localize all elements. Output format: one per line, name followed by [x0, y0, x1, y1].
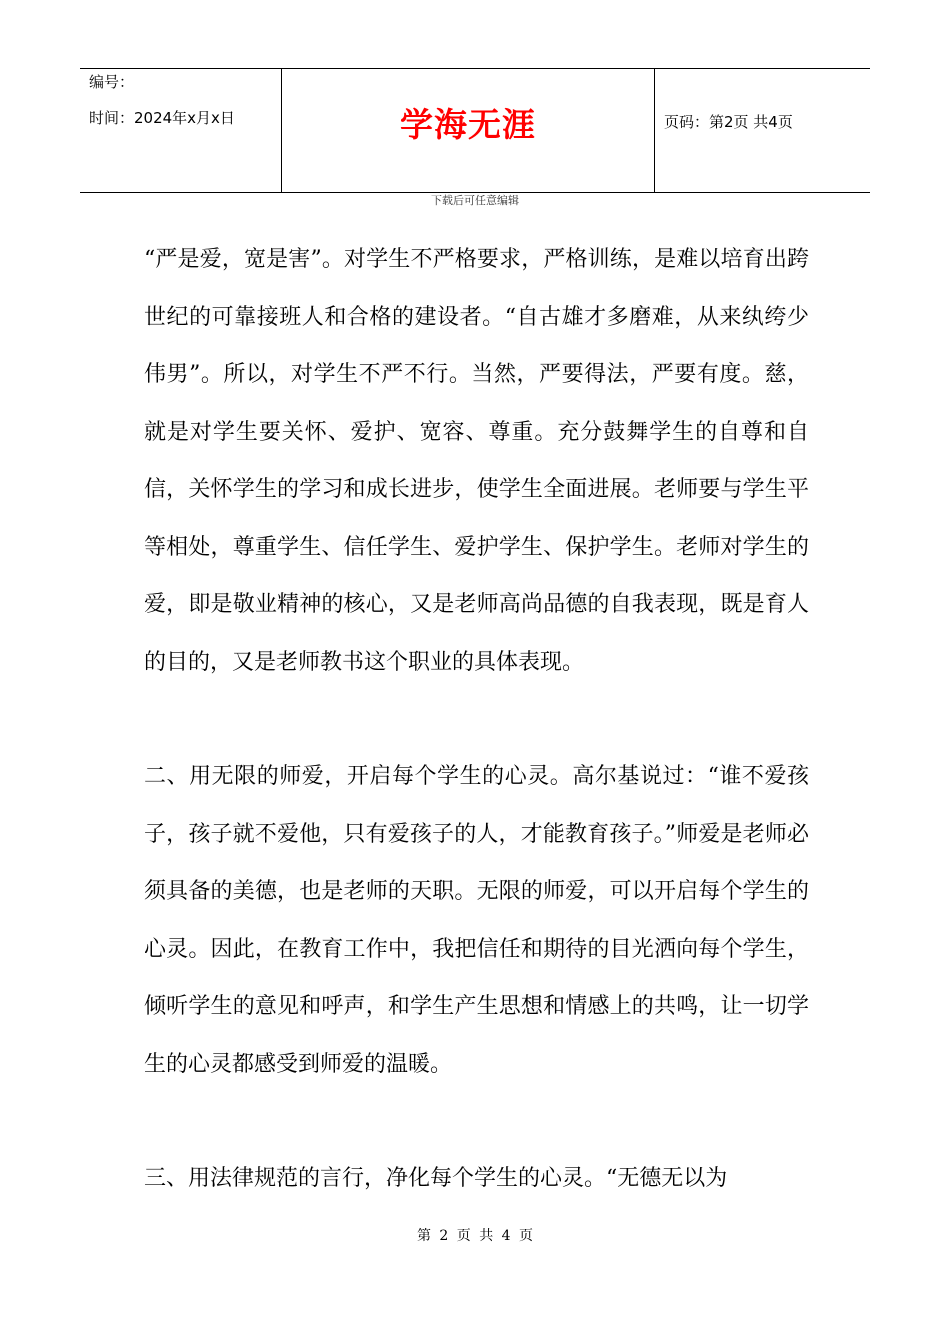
document-number-label: 编号：	[89, 73, 135, 91]
document-time-label: 时间：2024年x月x日	[89, 109, 235, 127]
document-header	[80, 68, 870, 193]
page-footer: 第 2 页 共 4 页	[416, 1228, 534, 1244]
paragraph-3: 三、用法律规范的言行，净化每个学生的心灵。“无德无以为	[144, 1166, 728, 1191]
header-right-cell	[655, 69, 870, 193]
paragraph-2: 二、用无限的师爱，开启每个学生的心灵。高尔基说过：“谁不爱孩子，孩子就不爱他，只有爱孩子的人，才能教育孩子。”师爱是老师必须具备的美德，也是老师的天职。无限的师爱，可以开启每个学生的心灵。因此，在教育工作中，我把信任和期待的目光洒向每个学生，倾听学生的意见和呼声，和学生产生思想和情感上的共鸣，让一切学生的心灵都感受到师爱的温暖。	[144, 764, 809, 1077]
paragraph-1: “严是爱，宽是害”。对学生不严格要求，严格训练，是难以培育出跨世纪的可靠接班人和合格的建设者。“自古雄才多磨难，从来纨绔少伟男”。所以，对学生不严不行。当然，严要得法，严要有度。慈，就是对学生要关怀、爱护、宽容、尊重。充分鼓舞学生的自尊和自信，关怀学生的学习和成长进步，使学生全面进展。老师要与学生平等相处，尊重学生、信任学生、爱护学生、保护学生。老师对学生的爱，即是敬业精神的核心，又是老师高尚品德的自我表现，既是育人的目的，又是老师教书这个职业的具体表现。	[144, 247, 809, 675]
header-left-cell	[80, 69, 281, 193]
header-page-info: 页码：第2页 共4页	[664, 113, 793, 131]
brand-title: 学海无涯	[400, 105, 536, 144]
editable-note: 下载后可任意编辑	[431, 194, 519, 207]
document-body	[144, 231, 809, 1208]
header-center-cell	[281, 69, 655, 193]
